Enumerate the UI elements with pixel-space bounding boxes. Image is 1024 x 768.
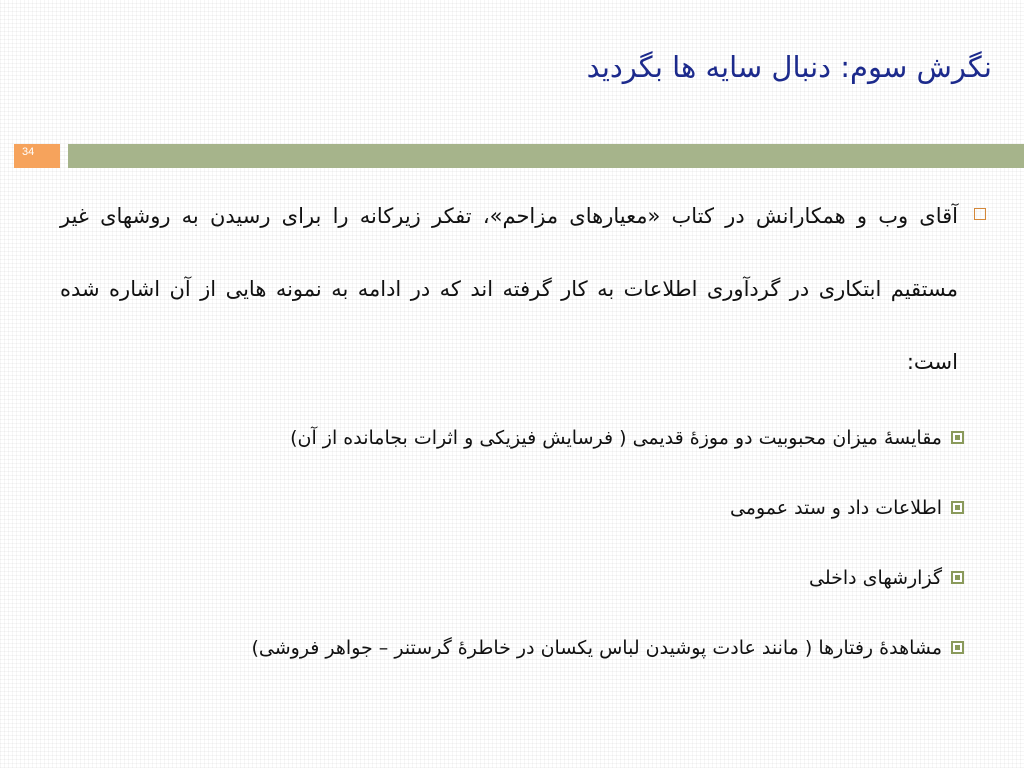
filled-square-bullet-icon [951, 501, 964, 514]
main-bullet-item [60, 180, 986, 399]
sub-bullet-text: مقایسۀ میزان محبوبیت دو موزۀ قدیمی ( فرسایش فیزیکی و اثرات بجامانده از آن) [290, 427, 942, 449]
sub-bullet-text: اطلاعات داد و ستد عمومی [729, 497, 942, 519]
sub-bullet-item [60, 613, 986, 683]
sub-bullet-text: گزارشهای داخلی [809, 567, 942, 589]
slide-content [60, 180, 986, 683]
hollow-square-bullet-icon [974, 208, 986, 220]
main-bullet-text: آقای وب و همکارانش در کتاب «معیارهای مزاحم»، تفکر زیرکانه را برای رسیدن به روشهای غیر مستقیم ابتکاری در گردآوری اطلاعات به کار گرفته اند که در ادامه به نمونه هایی از آن اشاره شده است: [60, 204, 958, 374]
slide-title: نگرش سوم: دنبال سایه ها بگردید [586, 50, 992, 84]
sub-bullet-item [60, 403, 986, 473]
header-bar [68, 144, 1024, 168]
filled-square-bullet-icon [951, 571, 964, 584]
filled-square-bullet-icon [951, 431, 964, 444]
sub-bullet-list [60, 403, 986, 683]
slide-number: 34 [14, 144, 60, 168]
filled-square-bullet-icon [951, 641, 964, 654]
sub-bullet-item [60, 543, 986, 613]
sub-bullet-text: مشاهدۀ رفتارها ( مانند عادت پوشیدن لباس یکسان در خاطرۀ گرستنر – جواهر فروشی) [251, 637, 942, 659]
sub-bullet-item [60, 473, 986, 543]
